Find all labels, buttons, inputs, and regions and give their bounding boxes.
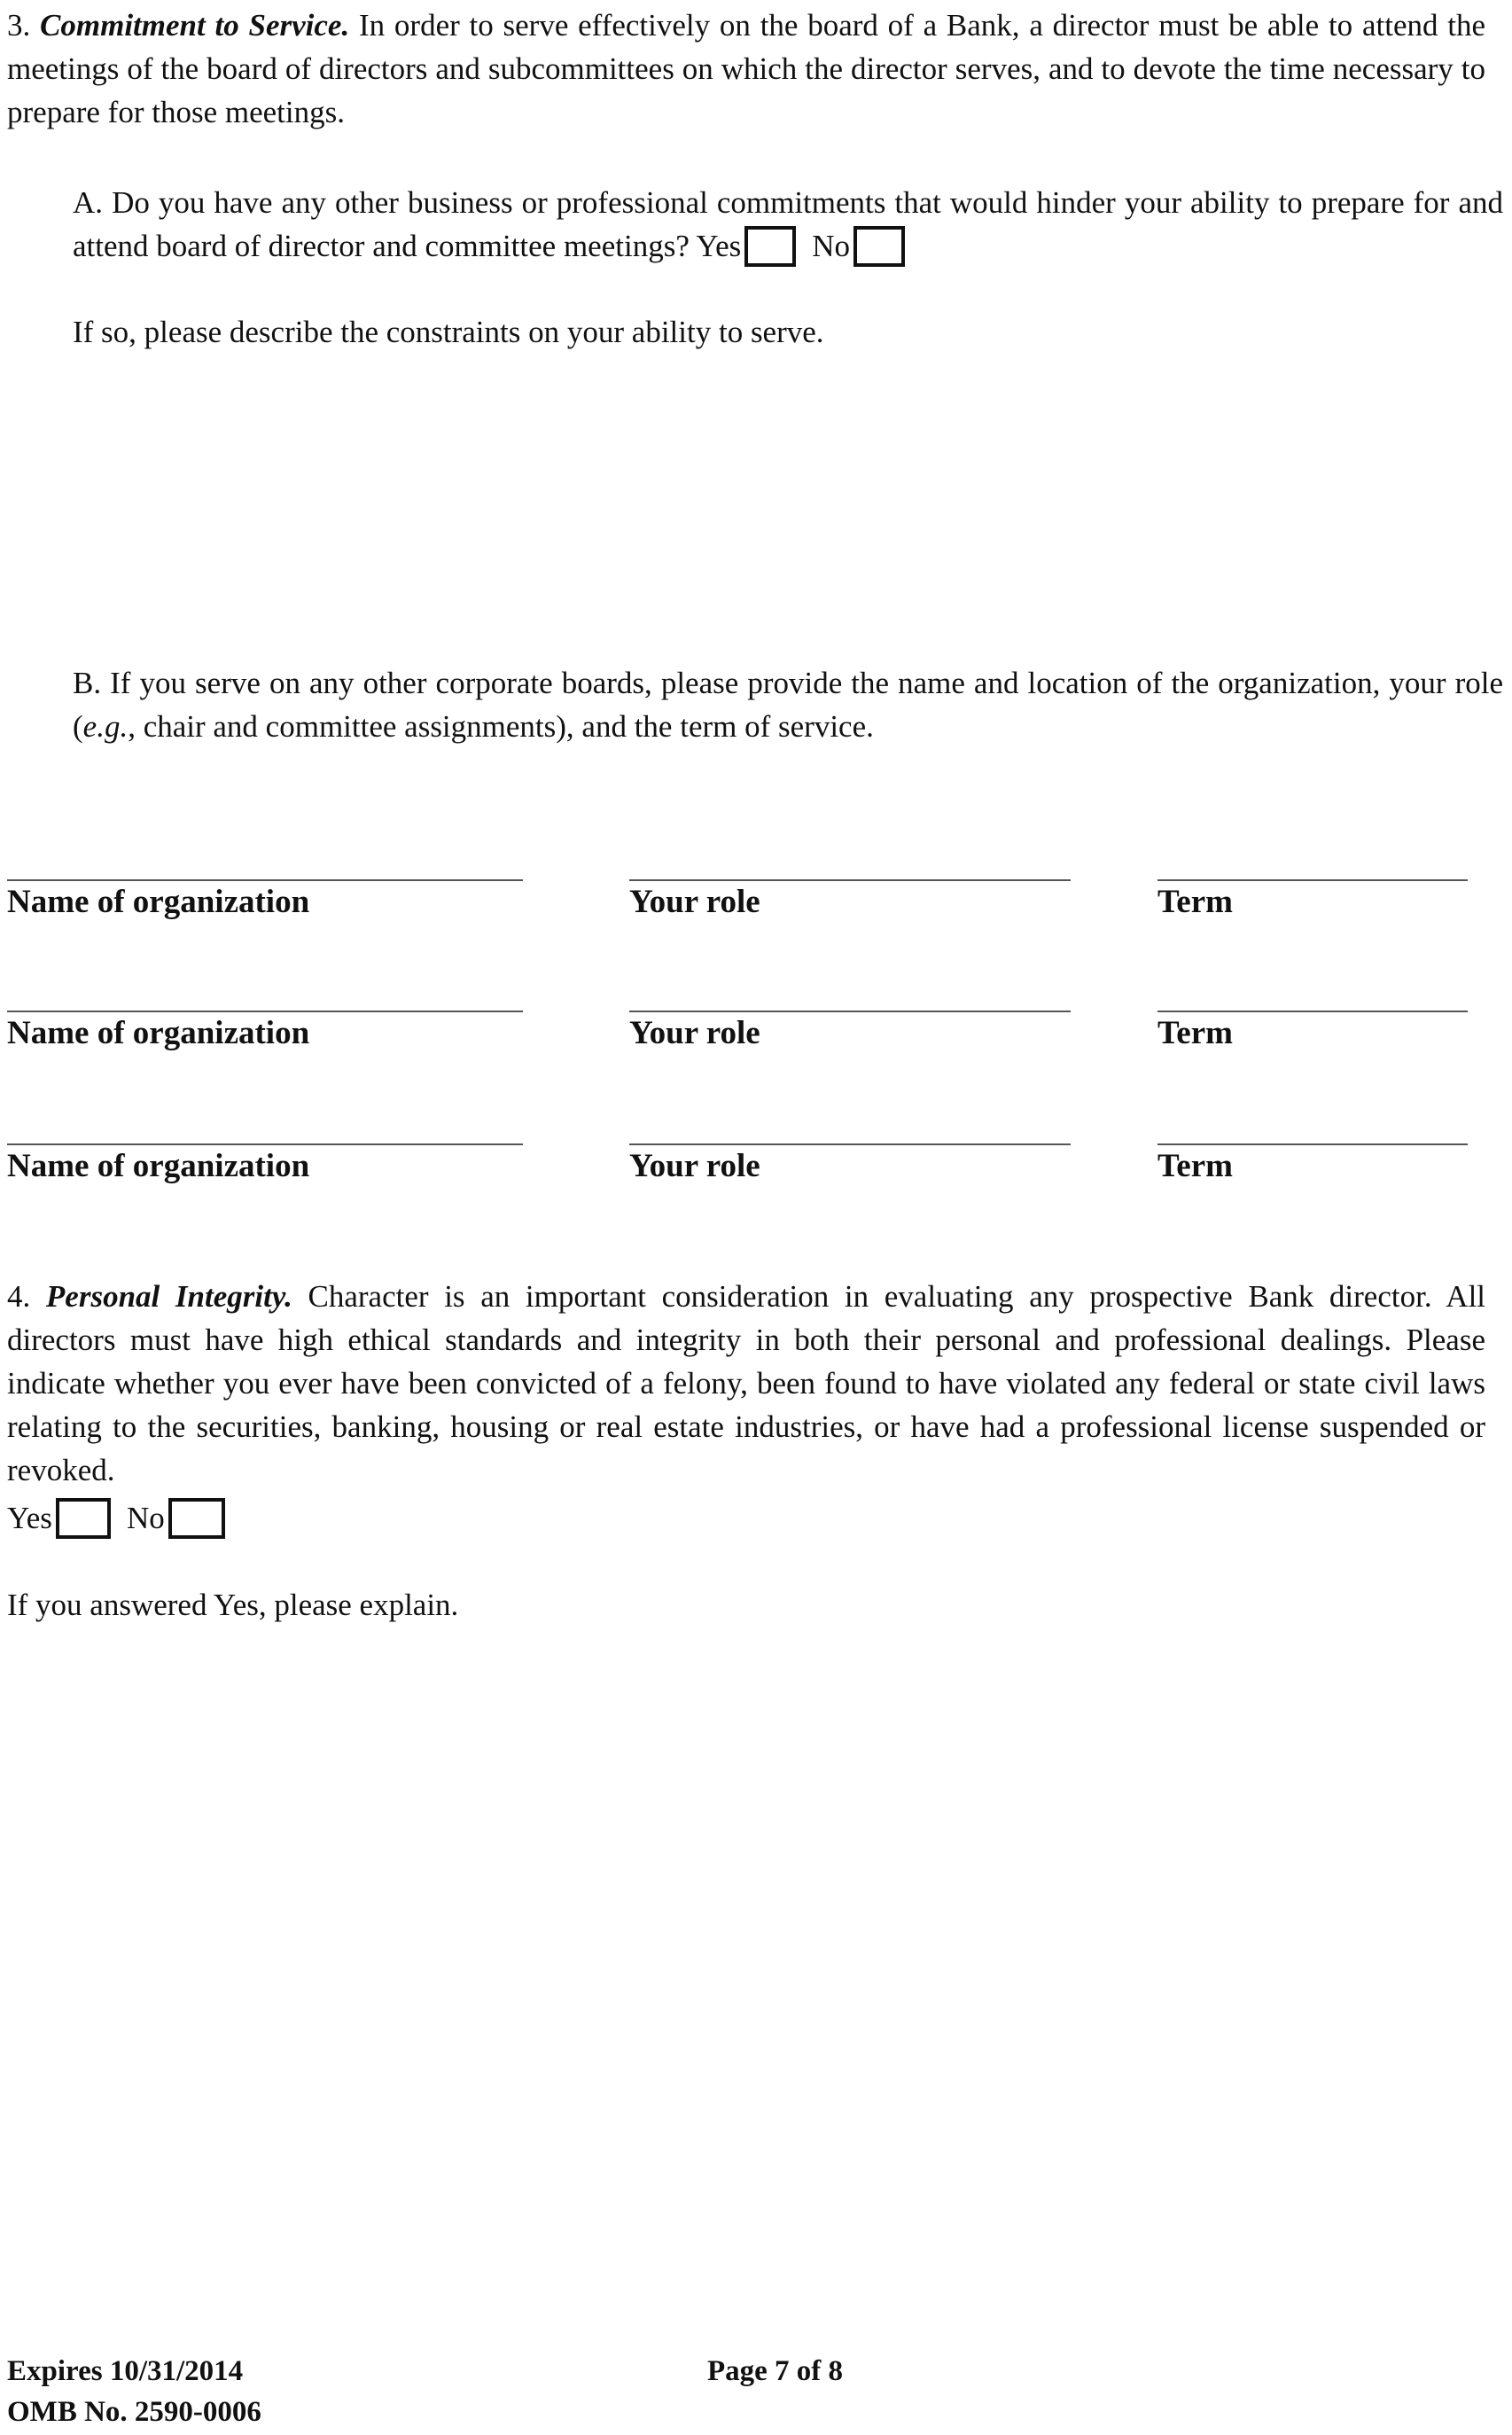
term-line-2[interactable] xyxy=(1157,1011,1468,1012)
term-label-1: Term xyxy=(1157,884,1233,920)
section-4-yes-checkbox[interactable] xyxy=(56,1498,111,1539)
role-line-2[interactable] xyxy=(629,1011,1071,1012)
section-4-number: 4. xyxy=(7,1279,31,1314)
footer-page-number: Page 7 of 8 xyxy=(707,2355,844,2387)
role-line-3[interactable] xyxy=(629,1143,1071,1145)
question-a-no-checkbox[interactable] xyxy=(853,226,905,267)
question-a xyxy=(73,181,1503,268)
section-3-intro xyxy=(7,4,1485,134)
section-4-no-label: No xyxy=(126,1501,165,1535)
role-label-2: Your role xyxy=(629,1015,760,1051)
section-4-yes-label: Yes xyxy=(7,1501,52,1535)
question-b xyxy=(73,661,1503,748)
question-b-text-before: If you serve on any other corporate boards, please provide the name and location of the organization, your role ( xyxy=(73,666,1503,744)
organization-label-3: Name of organization xyxy=(7,1148,310,1184)
question-b-eg: e.g. xyxy=(82,709,129,744)
footer-expires: Expires 10/31/2014 xyxy=(7,2355,244,2387)
section-4-answer xyxy=(7,1496,225,1540)
question-a-followup: If so, please describe the constraints on your ability to serve. xyxy=(73,315,824,349)
section-4-heading: Personal Integrity. xyxy=(45,1279,292,1314)
term-label-2: Term xyxy=(1157,1015,1233,1051)
question-a-label: A. xyxy=(73,185,104,220)
question-a-text: Do you have any other business or professional commitments that would hinder your ability to prepare for and attend board of director and committee meetings? xyxy=(73,185,1503,263)
section-4-text: Character is an important consideration in evaluating any prospective Bank director. All directors must have high ethical standards and integrity in both their personal and professional dealings. Please indicate whether you ever have been convicted of a felony, been found to have violated any federal or state civil laws relating to the securities, banking, housing or real estate industries, or have had a professional license suspended or revoked. xyxy=(7,1279,1486,1487)
footer-omb-number: OMB No. 2590-0006 xyxy=(7,2396,261,2428)
organization-line-1[interactable] xyxy=(7,879,523,881)
term-line-3[interactable] xyxy=(1157,1143,1468,1145)
section-4-no-checkbox[interactable] xyxy=(168,1498,225,1539)
role-label-3: Your role xyxy=(629,1148,760,1184)
question-a-yes-checkbox[interactable] xyxy=(744,226,796,267)
organization-label-2: Name of organization xyxy=(7,1015,310,1051)
section-4-answer-area[interactable] xyxy=(7,1640,1478,2331)
organization-line-2[interactable] xyxy=(7,1011,523,1012)
role-label-1: Your role xyxy=(629,884,760,920)
question-a-no-label: No xyxy=(812,229,851,263)
organization-line-3[interactable] xyxy=(7,1143,523,1145)
term-label-3: Term xyxy=(1157,1148,1233,1184)
section-3-number: 3. xyxy=(7,8,31,43)
section-4-followup: If you answered Yes, please explain. xyxy=(7,1588,459,1622)
section-4 xyxy=(7,1275,1485,1492)
question-b-text-after: , chair and committee assignments), and the term of service. xyxy=(128,709,874,744)
role-line-1[interactable] xyxy=(629,879,1071,881)
question-a-yes-label: Yes xyxy=(696,229,742,263)
question-b-label: B. xyxy=(73,666,102,700)
section-3-intro-text: In order to serve effectively on the board of a Bank, a director must be able to attend the meetings of the board of directors and subcommittees on which the director serves, and to devote the time necessary to prepare for those meetings. xyxy=(7,8,1486,129)
section-3-heading: Commitment to Service. xyxy=(40,8,350,43)
organization-label-1: Name of organization xyxy=(7,884,310,920)
question-a-answer-area[interactable] xyxy=(73,363,1491,647)
term-line-1[interactable] xyxy=(1157,879,1468,881)
